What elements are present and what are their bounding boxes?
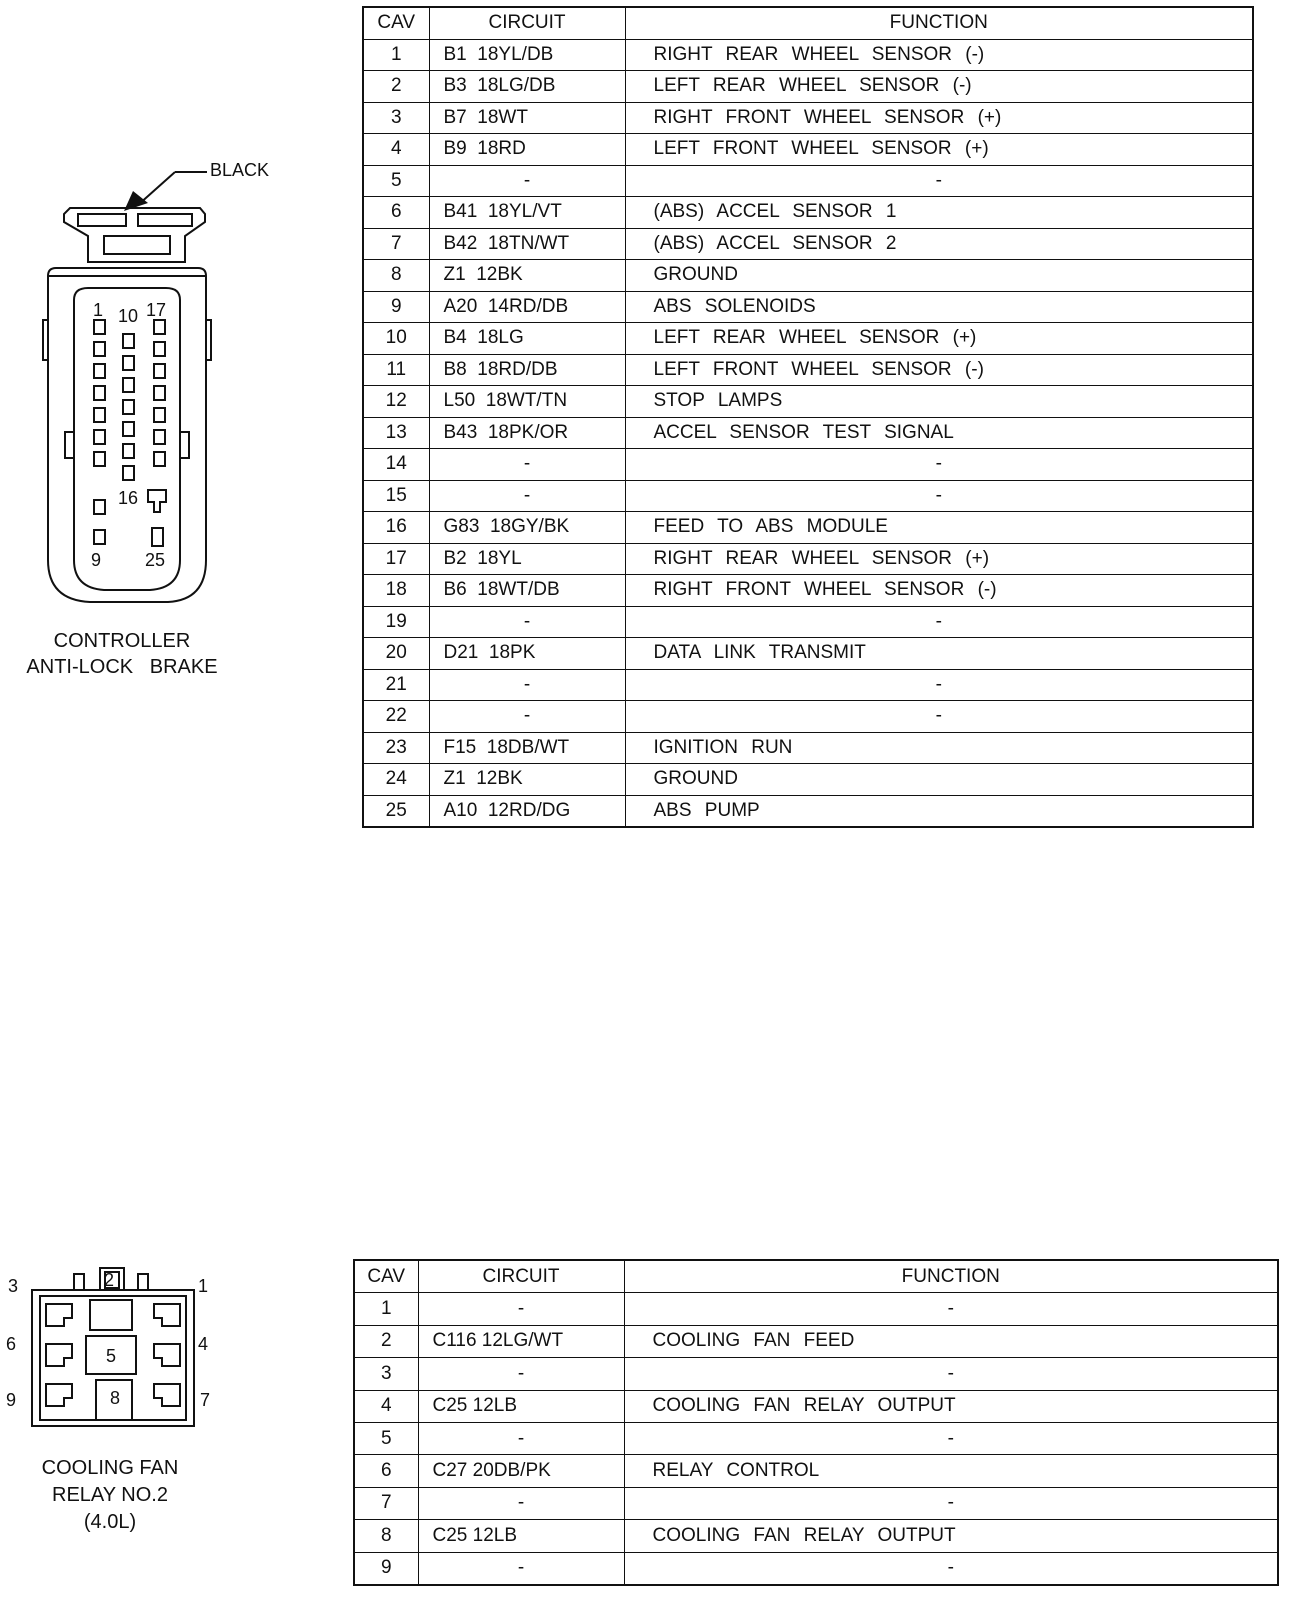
table-row — [363, 323, 1253, 355]
circuit-cell: B4 18LG — [429, 323, 625, 355]
abs-connector-diagram — [0, 150, 300, 620]
cav-cell: 24 — [363, 764, 429, 796]
pin-label-9: 9 — [91, 550, 102, 570]
cav-cell: 17 — [363, 543, 429, 575]
function-cell: ABS SOLENOIDS — [625, 291, 1253, 323]
cav-cell: 3 — [354, 1358, 418, 1390]
circuit-cell: G83 18GY/BK — [429, 512, 625, 544]
function-cell: RELAY CONTROL — [624, 1455, 1278, 1487]
function-cell: (ABS) ACCEL SENSOR 1 — [625, 197, 1253, 229]
circuit-cell: B1 18YL/DB — [429, 39, 625, 71]
cav-cell: 22 — [363, 701, 429, 733]
circuit-cell: - — [418, 1487, 624, 1519]
cav-cell: 21 — [363, 669, 429, 701]
cav-cell: 13 — [363, 417, 429, 449]
function-cell: STOP LAMPS — [625, 386, 1253, 418]
table-row — [363, 71, 1253, 103]
function-cell: - — [625, 449, 1253, 481]
function-cell: COOLING FAN RELAY OUTPUT — [624, 1520, 1278, 1552]
pin-label-1: 1 — [93, 300, 104, 320]
cav-cell: 6 — [363, 197, 429, 229]
function-cell: ABS PUMP — [625, 795, 1253, 827]
circuit-cell: B3 18LG/DB — [429, 71, 625, 103]
function-cell: - — [625, 165, 1253, 197]
circuit-cell: - — [429, 669, 625, 701]
circuit-cell: C25 12LB — [418, 1390, 624, 1422]
function-cell: RIGHT FRONT WHEEL SENSOR (+) — [625, 102, 1253, 134]
function-cell: RIGHT REAR WHEEL SENSOR (+) — [625, 543, 1253, 575]
pin-16-key — [148, 490, 166, 512]
pin-column-left — [94, 320, 105, 544]
function-cell: - — [624, 1487, 1278, 1519]
circuit-cell: B43 18PK/OR — [429, 417, 625, 449]
latch-slot-left — [78, 214, 126, 226]
function-cell: RIGHT REAR WHEEL SENSOR (-) — [625, 39, 1253, 71]
fan-relay-table-body — [354, 1293, 1278, 1585]
cav-cell: 19 — [363, 606, 429, 638]
left-key-tab — [65, 432, 74, 458]
circuit-cell: - — [429, 606, 625, 638]
circuit-cell: D21 18PK — [429, 638, 625, 670]
right-side-tab — [206, 320, 211, 360]
table-row — [363, 386, 1253, 418]
table-row — [363, 606, 1253, 638]
circuit-cell: Z1 12BK — [429, 260, 625, 292]
function-cell: - — [625, 669, 1253, 701]
top-tab-right — [138, 1274, 148, 1290]
circuit-cell: B42 18TN/WT — [429, 228, 625, 260]
table-row — [363, 260, 1253, 292]
pin-label-25: 25 — [145, 550, 166, 570]
circuit-cell: B7 18WT — [429, 102, 625, 134]
cav-cell: 15 — [363, 480, 429, 512]
table-row — [363, 197, 1253, 229]
circuit-cell: - — [418, 1552, 624, 1585]
function-cell: FEED TO ABS MODULE — [625, 512, 1253, 544]
table-row — [363, 575, 1253, 607]
table-row — [354, 1325, 1278, 1357]
abs-caption-line2: ANTI-LOCK BRAKE — [26, 656, 218, 678]
table-row — [363, 449, 1253, 481]
relay-pin-label-4: 4 — [198, 1334, 209, 1354]
terminal-3 — [46, 1304, 72, 1326]
circuit-cell: - — [429, 449, 625, 481]
table-row — [363, 795, 1253, 827]
cav-cell: 5 — [363, 165, 429, 197]
fan-relay-connector-diagram — [0, 1255, 230, 1445]
table-row — [363, 512, 1253, 544]
relay-pin-label-3: 3 — [8, 1276, 19, 1296]
relay-pin-label-5: 5 — [106, 1346, 117, 1366]
table-row — [363, 669, 1253, 701]
connector-color-label: BLACK — [210, 160, 270, 180]
circuit-cell: B2 18YL — [429, 543, 625, 575]
relay-pin-label-9: 9 — [6, 1390, 17, 1410]
cav-cell: 4 — [363, 134, 429, 166]
circuit-cell: B9 18RD — [429, 134, 625, 166]
table-row — [363, 543, 1253, 575]
circuit-cell: - — [429, 701, 625, 733]
table-row — [354, 1293, 1278, 1325]
table-row — [363, 732, 1253, 764]
function-cell: COOLING FAN FEED — [624, 1325, 1278, 1357]
cav-cell: 8 — [354, 1520, 418, 1552]
relay-pin-label-1: 1 — [198, 1276, 209, 1296]
relay-pin-label-8: 8 — [110, 1388, 121, 1408]
cav-cell: 23 — [363, 732, 429, 764]
function-cell: LEFT REAR WHEEL SENSOR (+) — [625, 323, 1253, 355]
circuit-cell: C116 12LG/WT — [418, 1325, 624, 1357]
cav-header: CAV — [354, 1260, 418, 1293]
top-tab-left — [74, 1274, 84, 1290]
relay-pin-label-6: 6 — [6, 1334, 17, 1354]
cav-cell: 2 — [363, 71, 429, 103]
cav-cell: 12 — [363, 386, 429, 418]
table-row — [363, 417, 1253, 449]
terminal-6 — [46, 1344, 72, 1366]
table-row — [363, 638, 1253, 670]
cav-cell: 18 — [363, 575, 429, 607]
cav-cell: 2 — [354, 1325, 418, 1357]
pin-label-17: 17 — [146, 300, 167, 320]
terminal-7 — [154, 1384, 180, 1406]
table-row — [363, 102, 1253, 134]
table-row — [363, 291, 1253, 323]
circuit-header: CIRCUIT — [429, 7, 625, 39]
cav-cell: 14 — [363, 449, 429, 481]
cav-cell: 1 — [354, 1293, 418, 1325]
table-row — [363, 764, 1253, 796]
table-row — [354, 1487, 1278, 1519]
relay-pin-label-7: 7 — [200, 1390, 211, 1410]
circuit-cell: C25 12LB — [418, 1520, 624, 1552]
cav-cell: 10 — [363, 323, 429, 355]
pin-column-right — [148, 320, 166, 546]
cav-cell: 5 — [354, 1422, 418, 1454]
function-cell: - — [624, 1293, 1278, 1325]
pin-label-10: 10 — [118, 306, 139, 326]
function-cell: RIGHT FRONT WHEEL SENSOR (-) — [625, 575, 1253, 607]
abs-table-body — [363, 39, 1253, 827]
table-row — [354, 1552, 1278, 1585]
table-row — [363, 165, 1253, 197]
terminal-9 — [46, 1384, 72, 1406]
table-header-row — [354, 1260, 1278, 1293]
function-cell: DATA LINK TRANSMIT — [625, 638, 1253, 670]
circuit-cell: C27 20DB/PK — [418, 1455, 624, 1487]
circuit-header: CIRCUIT — [418, 1260, 624, 1293]
terminal-4 — [154, 1344, 180, 1366]
function-cell: IGNITION RUN — [625, 732, 1253, 764]
fan-caption-line1: COOLING FAN — [41, 1457, 179, 1479]
left-side-tab — [43, 320, 48, 360]
circuit-cell: - — [429, 165, 625, 197]
circuit-cell: Z1 12BK — [429, 764, 625, 796]
cav-cell: 1 — [363, 39, 429, 71]
function-cell: - — [624, 1552, 1278, 1585]
table-row — [363, 228, 1253, 260]
function-cell: LEFT FRONT WHEEL SENSOR (+) — [625, 134, 1253, 166]
function-cell: LEFT FRONT WHEEL SENSOR (-) — [625, 354, 1253, 386]
cav-cell: 9 — [363, 291, 429, 323]
function-header: FUNCTION — [624, 1260, 1278, 1293]
cav-cell: 4 — [354, 1390, 418, 1422]
circuit-cell: A20 14RD/DB — [429, 291, 625, 323]
table-row — [354, 1455, 1278, 1487]
table-row — [363, 354, 1253, 386]
function-cell: - — [625, 480, 1253, 512]
circuit-cell: B8 18RD/DB — [429, 354, 625, 386]
function-cell: COOLING FAN RELAY OUTPUT — [624, 1390, 1278, 1422]
table-row — [354, 1422, 1278, 1454]
table-row — [354, 1358, 1278, 1390]
function-cell: GROUND — [625, 260, 1253, 292]
cav-cell: 25 — [363, 795, 429, 827]
circuit-cell: A10 12RD/DG — [429, 795, 625, 827]
function-cell: - — [625, 701, 1253, 733]
circuit-cell: - — [429, 480, 625, 512]
circuit-cell: - — [418, 1358, 624, 1390]
table-row — [363, 134, 1253, 166]
function-header: FUNCTION — [625, 7, 1253, 39]
fan-relay-caption — [22, 1455, 198, 1536]
pin-label-16: 16 — [118, 488, 139, 508]
cav-cell: 3 — [363, 102, 429, 134]
fan-caption-line2: RELAY NO.2 — [52, 1484, 168, 1506]
function-cell: - — [624, 1422, 1278, 1454]
right-key-tab — [180, 432, 189, 458]
latch-slot-right — [138, 214, 192, 226]
cav-cell: 9 — [354, 1552, 418, 1585]
table-row — [363, 480, 1253, 512]
function-cell: - — [625, 606, 1253, 638]
function-cell: (ABS) ACCEL SENSOR 2 — [625, 228, 1253, 260]
function-cell: GROUND — [625, 764, 1253, 796]
cav-cell: 7 — [354, 1487, 418, 1519]
function-cell: LEFT REAR WHEEL SENSOR (-) — [625, 71, 1253, 103]
abs-caption-line1: CONTROLLER — [53, 630, 191, 652]
cav-cell: 20 — [363, 638, 429, 670]
circuit-cell: L50 18WT/TN — [429, 386, 625, 418]
abs-connector-caption — [22, 628, 222, 680]
cav-header: CAV — [363, 7, 429, 39]
circuit-cell: - — [418, 1422, 624, 1454]
function-cell: - — [624, 1358, 1278, 1390]
fan-caption-line3: (4.0L) — [83, 1511, 137, 1533]
pin-column-middle — [123, 334, 134, 480]
circuit-cell: B41 18YL/VT — [429, 197, 625, 229]
table-row — [363, 39, 1253, 71]
cav-cell: 6 — [354, 1455, 418, 1487]
abs-pinout-table — [362, 6, 1254, 828]
cav-cell: 8 — [363, 260, 429, 292]
latch-window — [104, 236, 170, 254]
circuit-cell: F15 18DB/WT — [429, 732, 625, 764]
table-row — [363, 701, 1253, 733]
circuit-cell: - — [418, 1293, 624, 1325]
table-row — [354, 1390, 1278, 1422]
table-header-row — [363, 7, 1253, 39]
function-cell: ACCEL SENSOR TEST SIGNAL — [625, 417, 1253, 449]
terminal-1 — [154, 1304, 180, 1326]
cav-cell: 16 — [363, 512, 429, 544]
table-row — [354, 1520, 1278, 1552]
cav-cell: 11 — [363, 354, 429, 386]
relay-pin-label-2: 2 — [104, 1270, 115, 1290]
cav-cell: 7 — [363, 228, 429, 260]
circuit-cell: B6 18WT/DB — [429, 575, 625, 607]
fan-relay-pinout-table — [353, 1259, 1279, 1586]
terminal-2 — [90, 1300, 132, 1330]
